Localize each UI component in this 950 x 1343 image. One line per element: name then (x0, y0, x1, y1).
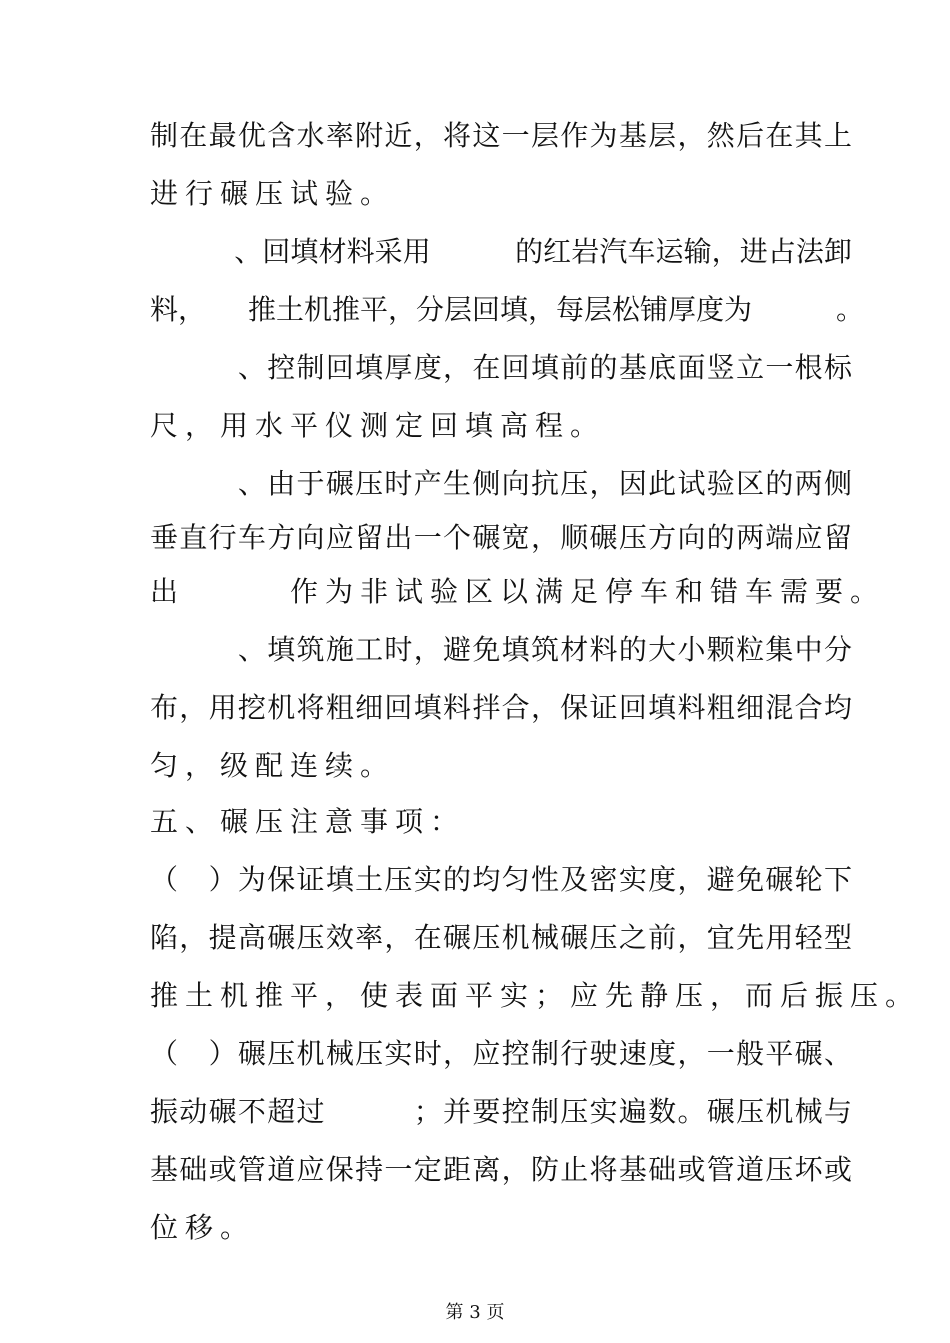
text-line: （ ）碾压机械压实时，应控制行驶速度，一般平碾、 (150, 1037, 852, 1070)
text-line: 基础或管道应保持一定距离，防止将基础或管道压坏或 (150, 1153, 852, 1186)
text-line: 垂直行车方向应留出一个碾宽，顺碾压方向的两端应留 (150, 521, 852, 554)
page-number: 第 3 页 (445, 1302, 505, 1323)
text-line: 、回填材料采用 的红岩汽车运输，进占法卸 (150, 235, 852, 268)
text-line: 料， 推土机推平，分层回填，每层松铺厚度为 。 (150, 293, 865, 326)
text-line: 位移。 (150, 1211, 256, 1244)
text-line: 尺，用水平仪测定回填高程。 (150, 409, 606, 442)
text-line: 陷，提高碾压效率，在碾压机械碾压之前，宜先用轻型 (150, 921, 852, 954)
text-line: 振动碾不超过 ；并要控制压实遍数。碾压机械与 (150, 1095, 852, 1128)
section-heading: 五、碾压注意事项： (150, 805, 466, 838)
text-line: 、填筑施工时，避免填筑材料的大小颗粒集中分 (150, 633, 852, 666)
text-line: 、由于碾压时产生侧向抗压，因此试验区的两侧 (150, 467, 852, 500)
text-line: 出 作为非试验区以满足停车和错车需要。 (150, 575, 886, 608)
text-line: 推土机推平，使表面平实；应先静压，而后振压。 (150, 979, 921, 1012)
text-line: 、控制回填厚度，在回填前的基底面竖立一根标 (150, 351, 852, 384)
text-line: 匀，级配连续。 (150, 749, 396, 782)
text-line: 布，用挖机将粗细回填料拌合，保证回填料粗细混合均 (150, 691, 852, 724)
text-line: 进行碾压试验。 (150, 177, 396, 210)
text-line: （ ）为保证填土压实的均匀性及密实度，避免碾轮下 (150, 863, 852, 896)
text-line: 制在最优含水率附近，将这一层作为基层，然后在其上 (150, 119, 852, 152)
